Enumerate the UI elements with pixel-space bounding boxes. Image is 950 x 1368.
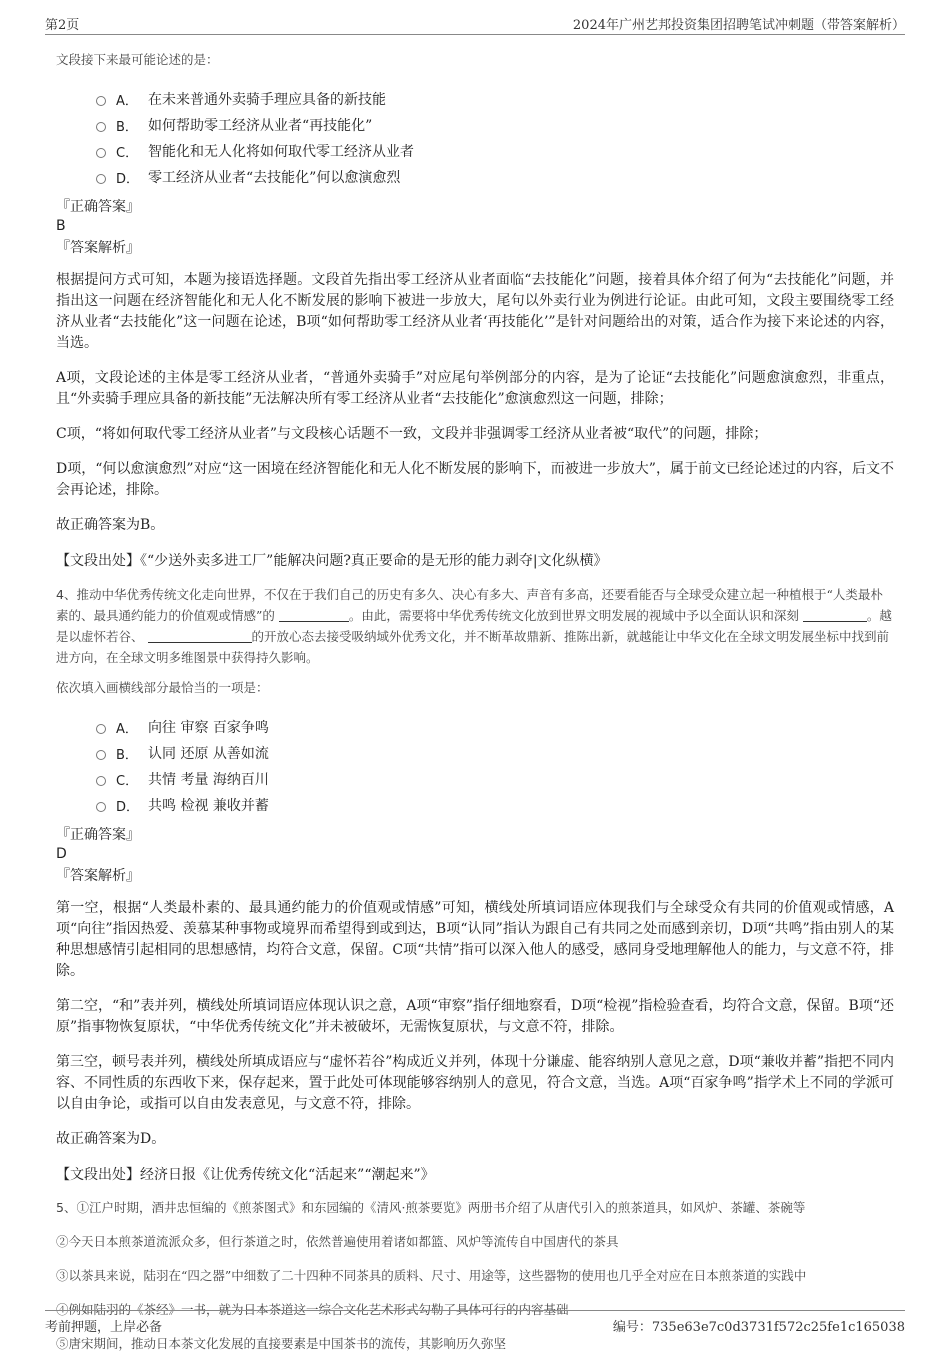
sentence-item [56,1198,894,1218]
radio-icon[interactable] [96,96,106,106]
passage-source: 【文段出处】经济日报《让优秀传统文化“活起来”“潮起来”》 [56,1167,435,1183]
option-text: 零工经济从业者“去技能化”何以愈演愈烈 [148,170,401,186]
option-c[interactable] [96,766,894,792]
stem-text: 。由此，需要将中华优秀传统文化放到世界文明发展的视域中予以全面认识和深刻 [348,608,799,623]
page-footer [45,1310,905,1335]
radio-icon[interactable] [96,148,106,158]
option-b[interactable] [96,740,894,766]
stem-text: 推动中华优秀传统文化走向世界，不仅在于我们自己的历史有多久、决心有多大、声音有多高，还要看能否与全球受众建立起一种植根于“人类最朴素的、最具通约能力的价值观或情感”的 [56,587,883,623]
option-a[interactable] [96,86,894,112]
analysis-paragraph: D项，“何以愈演愈烈”对应“这一困境在经济智能化和无人化不断发展的影响下，而被进一步放大”，属于前文已经论述过的内容，后文不会再论述，排除。 [56,461,894,498]
radio-icon[interactable] [96,776,106,786]
analysis-paragraph: 第一空，根据“人类最朴素的、最具通约能力的价值观或情感”可知，横线处所填词语应体现我们与全球受众有共同的价值观或情感，A项“向往”指因热爱、羡慕某种事物或境界而希望得到或到达，B项“认同”指认为跟自己有共同之处而感到亲切，D项“共鸣”指由别人的某种思想感情引起相同的思想感情，均符合文意，保留。C项“共情”指可以深入他人的感受，感同身受地理解他人的能力，与文意不符，排除。 [56,900,894,979]
option-text: 共鸣 检视 兼收并蓄 [148,798,269,814]
option-c[interactable] [96,138,894,164]
page-header [45,14,905,35]
analysis-paragraph: A项，文段论述的主体是零工经济从业者，“普通外卖骑手”对应尾句举例部分的内容，是为了论证“去技能化”问题愈演愈烈，非重点，且“外卖骑手理应具备的新技能”无法解决所有零工经济从业者“去技能化”愈演愈烈这一问题，排除； [56,370,894,407]
option-text: 向往 审察 百家争鸣 [148,720,269,736]
question-4 [56,584,894,1184]
radio-icon[interactable] [96,750,106,760]
question-3 [56,50,894,570]
option-text: 认同 还原 从善如流 [148,746,269,762]
radio-icon[interactable] [96,122,106,132]
option-letter: B． [116,119,138,135]
passage-source: 【文段出处】《“少送外卖多进工厂”能解决问题?真正要命的是无形的能力剥夺|文化纵横》 [56,553,608,569]
sentence-text: ①江户时期，酒井忠恒编的《煎茶图式》和东园编的《清风·煎茶要览》两册书介绍了从唐代引入的煎茶道具，如风炉、茶罐、茶碗等 [76,1200,806,1215]
correct-answer: D [56,846,67,862]
option-letter: C． [116,773,139,789]
option-letter: B． [116,747,138,763]
radio-icon[interactable] [96,802,106,812]
analysis-conclusion: 故正确答案为B。 [56,517,165,533]
page-content [56,46,894,1368]
sentence-item: ⑤唐宋期间，推动日本茶文化发展的直接要素是中国茶书的流传，其影响历久弥坚 [56,1336,507,1351]
fill-blank-3 [148,628,252,643]
radio-icon[interactable] [96,724,106,734]
stem-text: 。越是以虚怀若谷、 [56,608,892,644]
document-id: 编号：735e63e7c0d3731f572c25fe1c165038 [612,1320,905,1335]
analysis-label: 『答案解析』 [56,868,140,884]
correct-answer: B [56,218,66,234]
option-list [96,714,894,818]
sentence-item: ②今天日本煎茶道流派众多，但行茶道之时，依然普遍使用着诸如都篮、风炉等流传自中国唐代的茶具 [56,1234,619,1249]
correct-answer-label: 『正确答案』 [56,199,140,215]
analysis-label: 『答案解析』 [56,240,140,256]
correct-answer-label: 『正确答案』 [56,827,140,843]
analysis-paragraph: 根据提问方式可知，本题为接语选择题。文段首先指出零工经济从业者面临“去技能化”问题，接着具体介绍了何为“去技能化”问题，并指出这一问题在经济智能化和无人化不断发展的影响下被进一步放大，尾句以外卖行业为例进行论证。由此可知，文段主要围绕零工经济从业者“去技能化”这一问题在论述，B项“如何帮助零工经济从业者‘再技能化’”是针对问题给出的对策，适合作为接下来论述的内容，当选。 [56,272,894,351]
fill-blank-1 [279,607,349,622]
option-letter: C． [116,145,139,161]
question-number: 5、 [56,1200,77,1215]
option-a[interactable] [96,714,894,740]
document-title: 2024年广州艺邦投资集团招聘笔试冲刺题（带答案解析） [572,18,905,33]
option-letter: D． [116,171,140,187]
question-prompt: 文段接下来最可能论述的是： [56,52,219,67]
analysis-paragraph: 第三空，顿号表并列，横线处所填成语应与“虚怀若谷”构成近义并列，体现十分谦虚、能容纳别人意见之意，D项“兼收并蓄”指把不同内容、不同性质的东西收下来，保存起来，置于此处可体现能够容纳别人的意见，符合文意，当选。A项“百家争鸣”指学术上不同的学派可以自由争论，或指可以自由发表意见，与文意不符，排除。 [56,1054,894,1112]
question-number: 4、 [56,587,77,602]
question-stem [56,584,894,668]
fill-blank-2 [803,607,867,622]
question-prompt: 依次填入画横线部分最恰当的一项是： [56,680,269,695]
option-text: 共情 考量 海纳百川 [148,772,269,788]
analysis-paragraph: 第二空，“和”表并列，横线处所填词语应体现认识之意，A项“审察”指仔细地察看，D项“检视”指检验查看，均符合文意，保留。B项“还原”指事物恢复原状，“中华优秀传统文化”并未被破坏，无需恢复原状，与文意不符，排除。 [56,998,894,1035]
option-letter: D． [116,799,140,815]
sentence-item: ④例如陆羽的《茶经》一书，就为日本茶道这一综合文化艺术形式勾勒了具体可行的内容基础 [56,1302,569,1317]
stem-text: 的开放心态去接受吸纳域外优秀文化，并不断革故鼎新、推陈出新，就越能让中华文化在全球文明发展坐标中找到前进方向，在全球文明多维图景中获得持久影响。 [56,629,890,665]
option-letter: A． [116,93,138,109]
option-list [96,86,894,190]
radio-icon[interactable] [96,174,106,184]
option-text: 如何帮助零工经济从业者“再技能化” [148,118,373,134]
option-text: 智能化和无人化将如何取代零工经济从业者 [148,144,414,160]
option-text: 在未来普通外卖骑手理应具备的新技能 [148,92,386,108]
sentence-item: ③以茶具来说，陆羽在“四之器”中细数了二十四种不同茶具的质料、尺寸、用途等，这些器物的使用也几乎全对应在日本煎茶道的实践中 [56,1268,807,1283]
option-b[interactable] [96,112,894,138]
option-d[interactable] [96,792,894,818]
option-letter: A． [116,721,138,737]
analysis-conclusion: 故正确答案为D。 [56,1131,166,1147]
footer-slogan: 考前押题，上岸必备 [45,1320,163,1335]
analysis-paragraph: C项，“将如何取代零工经济从业者”与文段核心话题不一致，文段并非强调零工经济从业者被“取代”的问题，排除； [56,426,768,442]
page-number: 第2页 [45,18,80,33]
option-d[interactable] [96,164,894,190]
